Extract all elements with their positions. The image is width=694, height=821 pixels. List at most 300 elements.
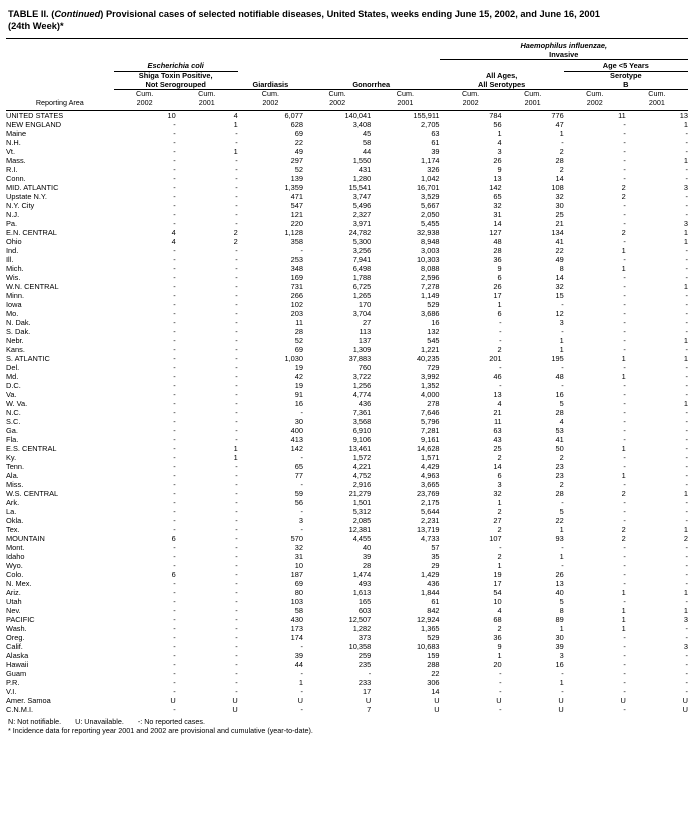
row-value: 1 <box>559 344 564 354</box>
row-value: 5,496 <box>352 200 372 210</box>
row-value: 52 <box>294 335 303 345</box>
row-label: Wyo. <box>6 560 23 570</box>
row-value: - <box>685 344 688 354</box>
row-value: - <box>235 263 238 273</box>
row-value: - <box>685 389 688 399</box>
row-value: 729 <box>427 362 440 372</box>
row-value: 59 <box>294 488 303 498</box>
row-value: 1,550 <box>352 155 372 165</box>
row-value: 9 <box>497 641 502 651</box>
row-value: 348 <box>290 263 303 273</box>
row-value: 628 <box>290 119 303 129</box>
row-value: - <box>685 200 688 210</box>
row-value: 1,042 <box>421 173 440 183</box>
row-value: 2 <box>497 623 502 633</box>
row-value: - <box>235 416 238 426</box>
row-value: 40 <box>555 587 564 597</box>
row-value: 26 <box>493 155 502 165</box>
row-value: 23,769 <box>416 488 440 498</box>
row-value: 2 <box>559 164 564 174</box>
row-label: Minn. <box>6 290 25 300</box>
row-value: 7,646 <box>421 407 440 417</box>
row-label: S. ATLANTIC <box>6 353 50 363</box>
row-value: 2 <box>683 533 688 543</box>
row-value: 1 <box>233 443 238 453</box>
table-row <box>6 201 688 210</box>
row-value: - <box>235 434 238 444</box>
row-value: 43 <box>493 434 502 444</box>
row-value: 7 <box>367 704 372 714</box>
row-value: - <box>235 245 238 255</box>
row-value: 174 <box>290 632 303 642</box>
row-value: 69 <box>294 578 303 588</box>
row-value: 61 <box>431 137 440 147</box>
row-value: - <box>235 335 238 345</box>
row-label: Ohio <box>6 236 22 246</box>
row-value: 28 <box>555 488 564 498</box>
row-value: - <box>561 542 564 552</box>
row-label: Miss. <box>6 479 24 489</box>
row-value: 65 <box>294 461 303 471</box>
row-value: 63 <box>431 128 440 138</box>
table-row <box>6 687 688 696</box>
table-row <box>6 273 688 282</box>
row-value: 142 <box>489 182 502 192</box>
row-value: - <box>235 407 238 417</box>
row-value: 47 <box>555 119 564 129</box>
row-value: 1 <box>683 155 688 165</box>
row-value: 1 <box>683 524 688 534</box>
row-value: 32 <box>555 191 564 201</box>
row-label: Oreg. <box>6 632 25 642</box>
row-label: Tenn. <box>6 461 25 471</box>
row-value: 3 <box>683 614 688 624</box>
table-row <box>6 372 688 381</box>
row-value: 1 <box>497 650 502 660</box>
row-value: 14 <box>555 173 564 183</box>
row-label: Md. <box>6 371 19 381</box>
row-value: 1,352 <box>421 380 440 390</box>
table-row <box>6 210 688 219</box>
row-value: - <box>235 290 238 300</box>
row-value: 6 <box>497 470 502 480</box>
row-value: 140,041 <box>344 110 372 120</box>
row-value: - <box>173 173 176 183</box>
table-row <box>6 156 688 165</box>
table-row <box>6 291 688 300</box>
row-value: - <box>173 335 176 345</box>
row-value: - <box>685 209 688 219</box>
row-value: 46 <box>493 371 502 381</box>
row-value: 6 <box>171 569 176 579</box>
row-value: - <box>235 200 238 210</box>
row-value: - <box>685 506 688 516</box>
col-ecoli-2001: Cum. 2001 <box>198 89 216 107</box>
row-value: 430 <box>290 614 303 624</box>
row-label: N.H. <box>6 137 21 147</box>
row-label: PACIFIC <box>6 614 35 624</box>
table-row <box>6 129 688 138</box>
row-value: - <box>235 137 238 147</box>
row-value: - <box>623 380 626 390</box>
row-value: 2 <box>559 146 564 156</box>
row-value: 201 <box>489 353 502 363</box>
row-value: - <box>173 317 176 327</box>
header-blank-5 <box>6 60 114 72</box>
table-row <box>6 120 688 129</box>
table-row <box>6 444 688 453</box>
row-value: 3,256 <box>352 245 372 255</box>
row-value: - <box>235 272 238 282</box>
row-value: 103 <box>290 596 303 606</box>
row-value: - <box>685 128 688 138</box>
row-label: E.N. CENTRAL <box>6 227 57 237</box>
row-value: 4 <box>171 236 176 246</box>
row-value: 102 <box>290 299 303 309</box>
row-value: 545 <box>427 335 440 345</box>
row-value: 1 <box>559 551 564 561</box>
row-value: 13 <box>493 173 502 183</box>
row-value: 547 <box>290 200 303 210</box>
row-value: - <box>685 551 688 561</box>
table-row <box>6 354 688 363</box>
row-value: - <box>685 578 688 588</box>
row-value: 26 <box>493 281 502 291</box>
row-value: 39 <box>294 650 303 660</box>
row-value: 16,701 <box>416 182 440 192</box>
row-label: Va. <box>6 389 17 399</box>
row-label: Nebr. <box>6 335 24 345</box>
row-value: U <box>434 695 440 705</box>
row-value: 1 <box>233 119 238 129</box>
row-value: 1 <box>683 353 688 363</box>
table-row <box>6 138 688 147</box>
row-label: Conn. <box>6 173 26 183</box>
row-value: 107 <box>489 533 502 543</box>
row-value: - <box>561 326 564 336</box>
row-value: U <box>682 695 688 705</box>
row-value: 2 <box>233 236 238 246</box>
row-label: Ky. <box>6 452 17 462</box>
row-value: - <box>623 407 626 417</box>
row-value: - <box>173 605 176 615</box>
row-value: 5,455 <box>421 218 440 228</box>
row-value: - <box>499 362 502 372</box>
table-row <box>6 390 688 399</box>
row-value: - <box>173 254 176 264</box>
row-value: - <box>173 614 176 624</box>
row-value: 4 <box>559 416 564 426</box>
row-value: - <box>499 542 502 552</box>
row-value: - <box>235 488 238 498</box>
row-value: 1 <box>683 227 688 237</box>
row-value: 23 <box>555 470 564 480</box>
row-label: Guam <box>6 668 27 678</box>
row-value: - <box>623 668 626 678</box>
row-value: - <box>623 272 626 282</box>
header-row-cum-years <box>6 90 688 110</box>
row-value: - <box>623 209 626 219</box>
row-value: - <box>235 659 238 669</box>
row-label: Idaho <box>6 551 25 561</box>
row-value: - <box>561 497 564 507</box>
row-value: 49 <box>555 254 564 264</box>
ecoli-span-label: Escherichia coli <box>114 60 238 72</box>
table-body <box>6 110 688 714</box>
row-value: - <box>173 425 176 435</box>
row-value: - <box>173 560 176 570</box>
row-value: - <box>623 677 626 687</box>
row-value: 49 <box>294 146 303 156</box>
row-value: 1,282 <box>352 623 372 633</box>
row-value: 5,667 <box>421 200 440 210</box>
row-value: 259 <box>358 650 372 660</box>
table-row <box>6 192 688 201</box>
row-value: - <box>235 461 238 471</box>
table-row <box>6 219 688 228</box>
row-value: 5 <box>559 506 564 516</box>
row-value: 1 <box>497 497 502 507</box>
row-value: 8 <box>559 263 564 273</box>
row-value: 14,628 <box>416 443 440 453</box>
row-value: 3 <box>497 146 502 156</box>
row-value: 2 <box>497 344 502 354</box>
row-value: - <box>561 380 564 390</box>
row-value: 14 <box>493 461 502 471</box>
row-label: Mont. <box>6 542 25 552</box>
table-row <box>6 237 688 246</box>
row-value: - <box>235 614 238 624</box>
row-value: 1,429 <box>421 569 440 579</box>
row-value: - <box>235 497 238 507</box>
row-value: - <box>235 569 238 579</box>
row-value: 358 <box>290 236 303 246</box>
row-value: 1 <box>559 128 564 138</box>
row-value: 3,003 <box>421 245 440 255</box>
row-value: - <box>235 677 238 687</box>
row-value: 529 <box>427 632 440 642</box>
giardiasis-label: Giardiasis <box>238 71 303 90</box>
row-value: - <box>173 389 176 399</box>
table-row <box>6 678 688 687</box>
table-row <box>6 336 688 345</box>
row-value: 37,883 <box>348 353 372 363</box>
row-value: U <box>682 704 688 714</box>
row-value: 17 <box>493 578 502 588</box>
row-value: - <box>300 452 303 462</box>
row-value: - <box>623 155 626 165</box>
row-value: 4,733 <box>421 533 440 543</box>
row-value: 19 <box>493 569 502 579</box>
row-label: La. <box>6 506 17 516</box>
row-value: - <box>685 416 688 426</box>
row-value: - <box>623 578 626 588</box>
row-value: 400 <box>290 425 303 435</box>
table-row <box>6 399 688 408</box>
row-value: 195 <box>551 353 564 363</box>
row-value: - <box>623 137 626 147</box>
row-value: - <box>685 686 688 696</box>
row-value: - <box>623 497 626 507</box>
row-value: - <box>623 299 626 309</box>
row-value: 69 <box>294 128 303 138</box>
row-value: - <box>685 380 688 390</box>
row-value: 1,280 <box>352 173 372 183</box>
row-value: 203 <box>290 308 303 318</box>
row-value: 28 <box>294 326 303 336</box>
row-value: - <box>173 596 176 606</box>
col-giardiasis-2002: Cum. 2002 <box>261 89 279 107</box>
row-value: 27 <box>493 515 502 525</box>
row-label: R.I. <box>6 164 18 174</box>
row-value: - <box>173 452 176 462</box>
row-value: - <box>235 479 238 489</box>
row-value: 80 <box>294 587 303 597</box>
row-value: 48 <box>555 371 564 381</box>
row-value: U <box>558 704 564 714</box>
row-value: 5 <box>559 596 564 606</box>
row-label: Ark. <box>6 497 20 507</box>
row-label: Ala. <box>6 470 19 480</box>
row-value: 4 <box>497 137 502 147</box>
row-value: 278 <box>427 398 440 408</box>
row-value: 31 <box>294 551 303 561</box>
row-value: 1,844 <box>421 587 440 597</box>
row-value: - <box>623 596 626 606</box>
col-hflu-b-2002: Cum. 2002 <box>586 89 604 107</box>
col-ecoli-2002: Cum. 2002 <box>136 89 154 107</box>
row-value: - <box>235 524 238 534</box>
table-row <box>6 246 688 255</box>
title-suffix: ) Provisional cases of selected notifiable diseases, United States, weeks ending June 15, 2002, and June 16, 2001 <box>100 9 600 19</box>
row-value: 2 <box>621 182 626 192</box>
row-value: - <box>173 200 176 210</box>
row-label: Colo. <box>6 569 24 579</box>
row-value: - <box>300 506 303 516</box>
table-row <box>6 480 688 489</box>
row-value: - <box>173 128 176 138</box>
row-value: - <box>235 425 238 435</box>
table-row <box>6 525 688 534</box>
row-value: 15 <box>555 290 564 300</box>
row-value: - <box>499 335 502 345</box>
row-value: - <box>235 308 238 318</box>
row-value: - <box>300 704 303 714</box>
row-value: - <box>300 245 303 255</box>
row-value: - <box>173 623 176 633</box>
row-value: - <box>685 479 688 489</box>
row-value: 4 <box>497 398 502 408</box>
row-value: 2 <box>559 452 564 462</box>
row-value: 57 <box>431 542 440 552</box>
row-value: 30 <box>555 632 564 642</box>
header-blank-9 <box>6 71 114 90</box>
row-value: - <box>685 659 688 669</box>
row-value: 14 <box>493 218 502 228</box>
row-value: U <box>496 695 502 705</box>
shiga-label: Shiga Toxin Positive, Not Serogrouped <box>114 71 238 90</box>
row-value: 1 <box>559 677 564 687</box>
row-value: - <box>235 281 238 291</box>
row-value: 4 <box>233 110 238 120</box>
row-value: 5,312 <box>352 506 372 516</box>
row-value: - <box>561 137 564 147</box>
table-row <box>6 309 688 318</box>
row-value: 108 <box>551 182 564 192</box>
row-value: 40,235 <box>416 353 440 363</box>
row-value: - <box>235 362 238 372</box>
row-value: - <box>685 191 688 201</box>
row-value: - <box>235 299 238 309</box>
row-value: 91 <box>294 389 303 399</box>
row-value: 127 <box>489 227 502 237</box>
row-value: - <box>173 281 176 291</box>
row-value: 2 <box>233 227 238 237</box>
row-value: 12 <box>555 308 564 318</box>
row-value: - <box>300 641 303 651</box>
table-row <box>6 705 688 714</box>
row-value: 3 <box>683 641 688 651</box>
row-value: - <box>173 299 176 309</box>
row-value: 54 <box>493 587 502 597</box>
row-value: - <box>300 479 303 489</box>
table-row <box>6 489 688 498</box>
row-value: - <box>623 335 626 345</box>
col-hflu-b-2001: Cum. 2001 <box>648 89 666 107</box>
row-value: - <box>623 362 626 372</box>
row-value: 731 <box>290 281 303 291</box>
all-ages-label: All Ages, All Serotypes <box>440 71 564 90</box>
table-row <box>6 498 688 507</box>
row-label: Iowa <box>6 299 22 309</box>
row-value: - <box>173 551 176 561</box>
row-value: - <box>173 686 176 696</box>
row-value: 5 <box>559 398 564 408</box>
row-value: 4 <box>171 227 176 237</box>
header-blank-1 <box>6 39 114 60</box>
row-value: U <box>297 695 303 705</box>
row-value: - <box>685 623 688 633</box>
row-value: - <box>623 551 626 561</box>
row-value: 21,279 <box>348 488 372 498</box>
row-value: 253 <box>290 254 303 264</box>
row-value: - <box>173 182 176 192</box>
row-value: - <box>623 128 626 138</box>
hflu-span-label: Haemophilus influenzae, Invasive <box>440 39 688 60</box>
row-value: - <box>173 443 176 453</box>
row-label: Del. <box>6 362 20 372</box>
row-value: 220 <box>290 218 303 228</box>
table-row <box>6 561 688 570</box>
row-value: 5,644 <box>421 506 440 516</box>
row-value: - <box>173 524 176 534</box>
row-value: 48 <box>493 236 502 246</box>
row-value: - <box>685 254 688 264</box>
table-row <box>6 264 688 273</box>
table-row <box>6 588 688 597</box>
table-row <box>6 462 688 471</box>
row-value: - <box>623 461 626 471</box>
row-value: 10 <box>493 596 502 606</box>
row-value: 1,359 <box>284 182 303 192</box>
row-value: 8 <box>559 605 564 615</box>
row-value: 1 <box>683 398 688 408</box>
row-value: 13 <box>493 389 502 399</box>
row-value: - <box>235 128 238 138</box>
row-value: 1 <box>621 353 626 363</box>
row-value: 1 <box>683 605 688 615</box>
row-value: 139 <box>290 173 303 183</box>
